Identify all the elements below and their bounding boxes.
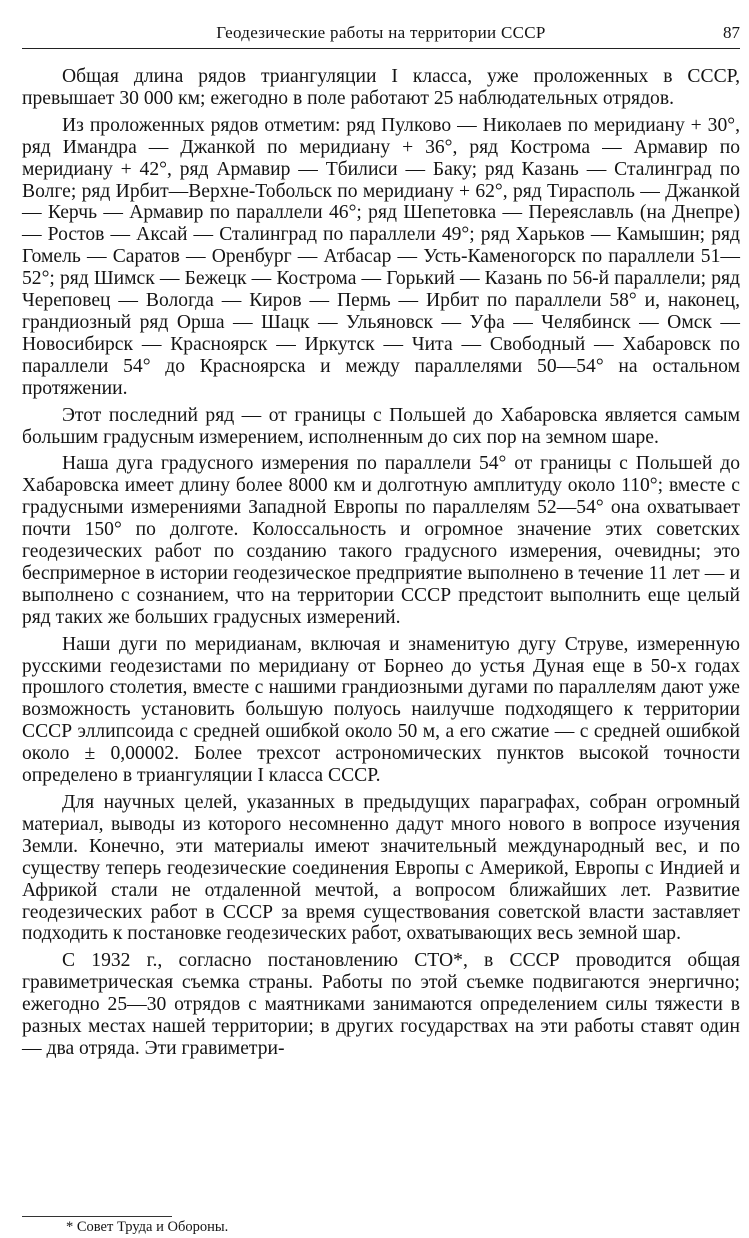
paragraph-6: Для научных целей, указанных в предыдущих параграфах, собран огромный материал, выводы из которого несомненно дадут много нового в вопросе изучения Земли. Конечно, эти материалы имеют значительный международный вес, и по существу теперь геодезические соединения Европы с Америкой, Европы с Индией и Африкой стали не отдаленной мечтой, а вопросом ближайших лет. Развитие геодезических работ в СССР за время существования советской власти заставляет подходить к постановке геодезических работ, охватывающих весь земной шар. bbox=[22, 792, 740, 945]
paragraph-5: Наши дуги по меридианам, включая и знаменитую дугу Струве, измеренную русскими геодезистами по меридиану от Борнео до устья Дуная еще в 50-х годах прошлого столетия, вместе с нашими грандиозными дугами по параллелям дают уже возможность установить большую полуось наилучше подходящего к территории СССР эллипсоида с средней ошибкой около 50 м, а его сжатие — с средней ошибкой около ± 0,00002. Более трехсот астрономических пунктов высокой точности определено в триангуляции I класса СССР. bbox=[22, 633, 740, 787]
footnote-rule bbox=[22, 1216, 172, 1217]
paragraph-4: Наша дуга градусного измерения по параллели 54° от границы с Польшей до Хабаровска имеет длину более 8000 км и долготную амплитуду около 110°; вместе с градусными измерениями Западной Европы по параллелям 52—54° она охватывает почти 150° по долготе. Колоссальность и огромное значение этих советских геодезических работ по созданию такого градусного измерения, очевидны; это беспримерное в истории геодезическое предприятие выполнено в течение 11 лет — и выполнено с сознанием, что на территории СССР предстоит выполнить еще целый ряд таких же больших градусных измерений. bbox=[22, 453, 740, 628]
body-text bbox=[22, 66, 740, 1065]
paragraph-1: Общая длина рядов триангуляции I класса, уже проложенных в СССР, превышает 30 000 км; ежегодно в поле работают 25 наблюдательных отрядов. bbox=[22, 66, 740, 109]
footnote: * Совет Труда и Обороны. bbox=[66, 1219, 229, 1235]
running-title: Геодезические работы на территории СССР bbox=[216, 23, 546, 42]
paragraph-2: Из проложенных рядов отметим: ряд Пулково — Николаев по меридиану + 30°, ряд Имандра — Джанкой по меридиану + 36°, ряд Кострома — Армавир по меридиану + 42°, ряд Армавир — Тбилиси — Баку; ряд Казань — Сталинград по Волге; ряд Ирбит—Верхне-Тобольск по меридиану + 62°, ряд Тирасполь — Джанкой — Керчь — Армавир по параллели 46°; ряд Шепетовка — Переяславль (на Днепре) — Ростов — Аксай — Сталинград по параллели 49°; ряд Харьков — Камышин; ряд Гомель — Саратов — Оренбург — Атбасар — Усть-Каменогорск по параллели 51—52°; ряд Шимск — Бежецк — Кострома — Горький — Казань по 56-й параллели; ряд Череповец — Вологда — Киров — Пермь — Ирбит по параллели 58° и, наконец, грандиозный ряд Орша — Шацк — Ульяновск — Уфа — Челябинск — Омск — Новосибирск — Красноярск — Иркутск — Чита — Свободный — Хабаровск по параллели 54° до Красноярска и между параллелями 50—54° на остальном протяжении. bbox=[22, 114, 740, 399]
page-number: 87 bbox=[723, 23, 740, 42]
paragraph-3: Этот последний ряд — от границы с Польшей до Хабаровска является самым большим градусным измерением, исполненным до сих пор на земном шаре. bbox=[22, 404, 740, 448]
paragraph-7: С 1932 г., согласно постановлению СТО*, в СССР проводится общая гравиметрическая съемка страны. Работы по этой съемке подвигаются энергично; ежегодно 25—30 отрядов с маятниками занимаются определением силы тяжести в разных местах нашей территории; в других государствах на эти работы ставят один — два отряда. Эти гравиметри- bbox=[22, 950, 740, 1059]
page-header bbox=[22, 22, 740, 49]
